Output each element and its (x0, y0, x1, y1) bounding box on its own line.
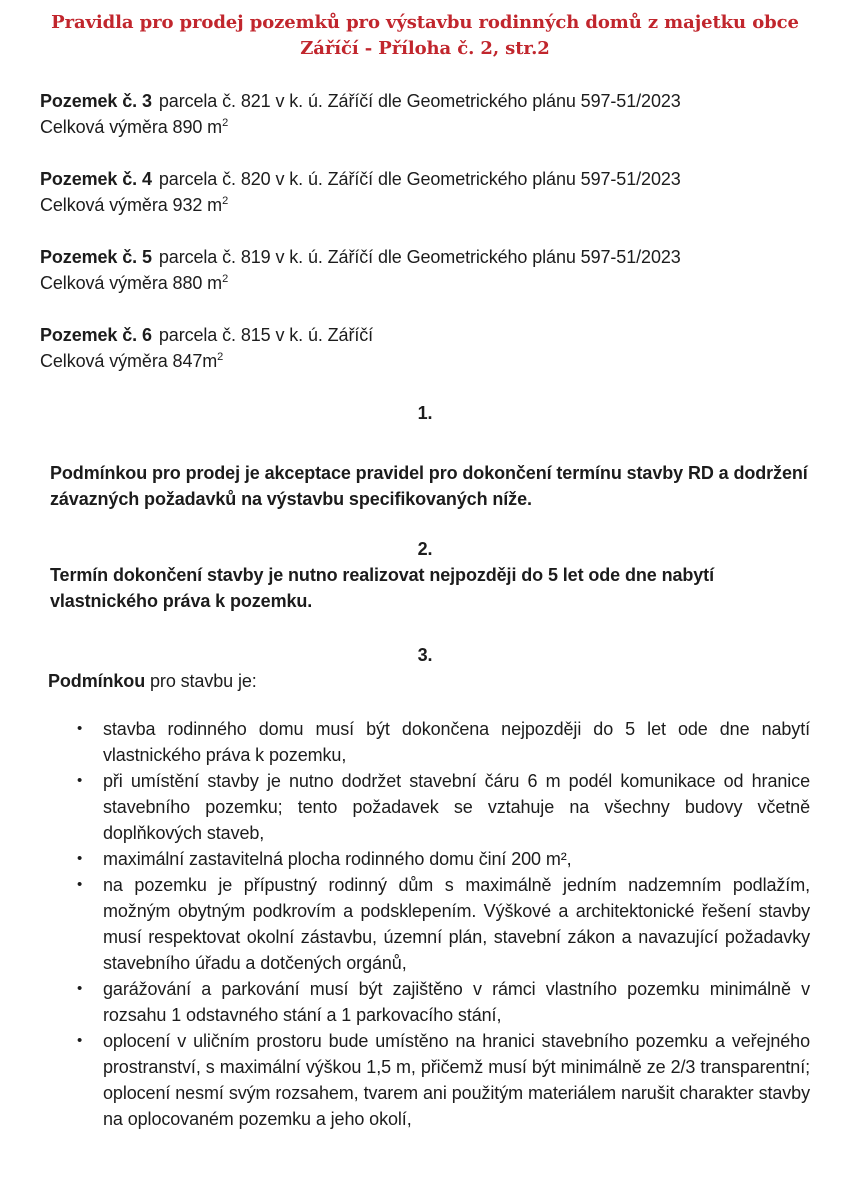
section-3-intro (48, 668, 810, 694)
plot-heading (40, 322, 810, 348)
section-1-number: 1. (417, 403, 433, 423)
plot-area-line (40, 348, 810, 374)
condition-item: • při umístění stavby je nutno dodržet stavební čáru 6 m podél komunikace od hranice stavebního pozemku; tento požadavek se vztahuje na všechny budovy včetně doplňkových staveb, (103, 768, 810, 846)
plot-heading (40, 244, 810, 270)
condition-item: • garážování a parkování musí být zajištěno v rámci vlastního pozemku minimálně v rozsahu 1 odstavného stání a 1 parkovacího stání, (103, 976, 810, 1028)
plot-item-6 (40, 322, 810, 374)
plot-detail: parcela č. 819 v k. ú. Záříčí dle Geometrického plánu 597-51/2023 (158, 247, 681, 267)
section-2-paragraph: Termín dokončení stavby je nutno realizovat nejpozději do 5 let ode dne nabytí vlastnického práva k pozemku. (50, 565, 714, 611)
plot-detail: parcela č. 815 v k. ú. Záříčí (158, 325, 374, 345)
plot-area-line (40, 270, 810, 296)
plot-area-text: Celková výměra 880 m (40, 273, 223, 293)
condition-item: • maximální zastavitelná plocha rodinného domu činí 200 m², (103, 846, 810, 872)
condition-item: • na pozemku je přípustný rodinný dům s maximálně jedním nadzemním podlažím, možným obytným podkrovím a podsklepením. Výškové a architektonické řešení stavby musí respektovat okolní zástavbu, územní plán, stavební zákon a navazující požadavky stavebního úřadu a dotčených orgánů, (103, 872, 810, 976)
plot-area-text: Celková výměra 932 m (40, 195, 223, 215)
plot-detail: parcela č. 821 v k. ú. Záříčí dle Geometrického plánu 597-51/2023 (158, 91, 681, 111)
title-line-2: Záříčí - Příloha č. 2, str.2 (300, 38, 550, 59)
plot-area-line (40, 114, 810, 140)
plot-label: Pozemek č. 6 (40, 325, 152, 345)
plot-item-5 (40, 244, 810, 296)
section-3-intro-bold: Podmínkou (48, 671, 146, 691)
plot-heading (40, 88, 810, 114)
section-3-number: 3. (417, 645, 433, 665)
plot-area-text: Celková výměra 890 m (40, 117, 223, 137)
condition-item: • oplocení v uličním prostoru bude umístěno na hranici stavebního pozemku a veřejného prostranství, s maximální výškou 1,5 m, přičemž musí být minimálně ze 2/3 transparentní; oplocení nesmí svým rozsahem, tvarem ani použitým materiálem narušit charakter stavby na oplocovaném pozemku a jeho okolí, (103, 1028, 810, 1132)
plot-area-text: Celková výměra 847m (40, 351, 218, 371)
plot-area-superscript: 2 (222, 273, 229, 285)
plot-item-3 (40, 88, 810, 140)
plot-item-4 (40, 166, 810, 218)
conditions-list (40, 716, 810, 1132)
plot-label: Pozemek č. 4 (40, 169, 152, 189)
plot-label: Pozemek č. 5 (40, 247, 152, 267)
plot-list (40, 88, 810, 374)
plot-area-superscript: 2 (222, 117, 229, 129)
plot-area-superscript: 2 (217, 351, 224, 363)
condition-item: • stavba rodinného domu musí být dokončena nejpozději do 5 let ode dne nabytí vlastnického práva k pozemku, (103, 716, 810, 768)
plot-label: Pozemek č. 3 (40, 91, 152, 111)
title-line-1: Pravidla pro prodej pozemků pro výstavbu rodinných domů z majetku obce (51, 12, 799, 33)
document-title (40, 10, 810, 62)
section-2-number: 2. (417, 539, 433, 559)
plot-detail: parcela č. 820 v k. ú. Záříčí dle Geometrického plánu 597-51/2023 (158, 169, 681, 189)
plot-area-line (40, 192, 810, 218)
plot-heading (40, 166, 810, 192)
section-1-paragraph: Podmínkou pro prodej je akceptace pravidel pro dokončení termínu stavby RD a dodržení závazných požadavků na výstavbu specifikovaných níže. (50, 463, 808, 509)
plot-area-superscript: 2 (222, 195, 229, 207)
section-3-intro-rest: pro stavbu je: (145, 671, 257, 691)
